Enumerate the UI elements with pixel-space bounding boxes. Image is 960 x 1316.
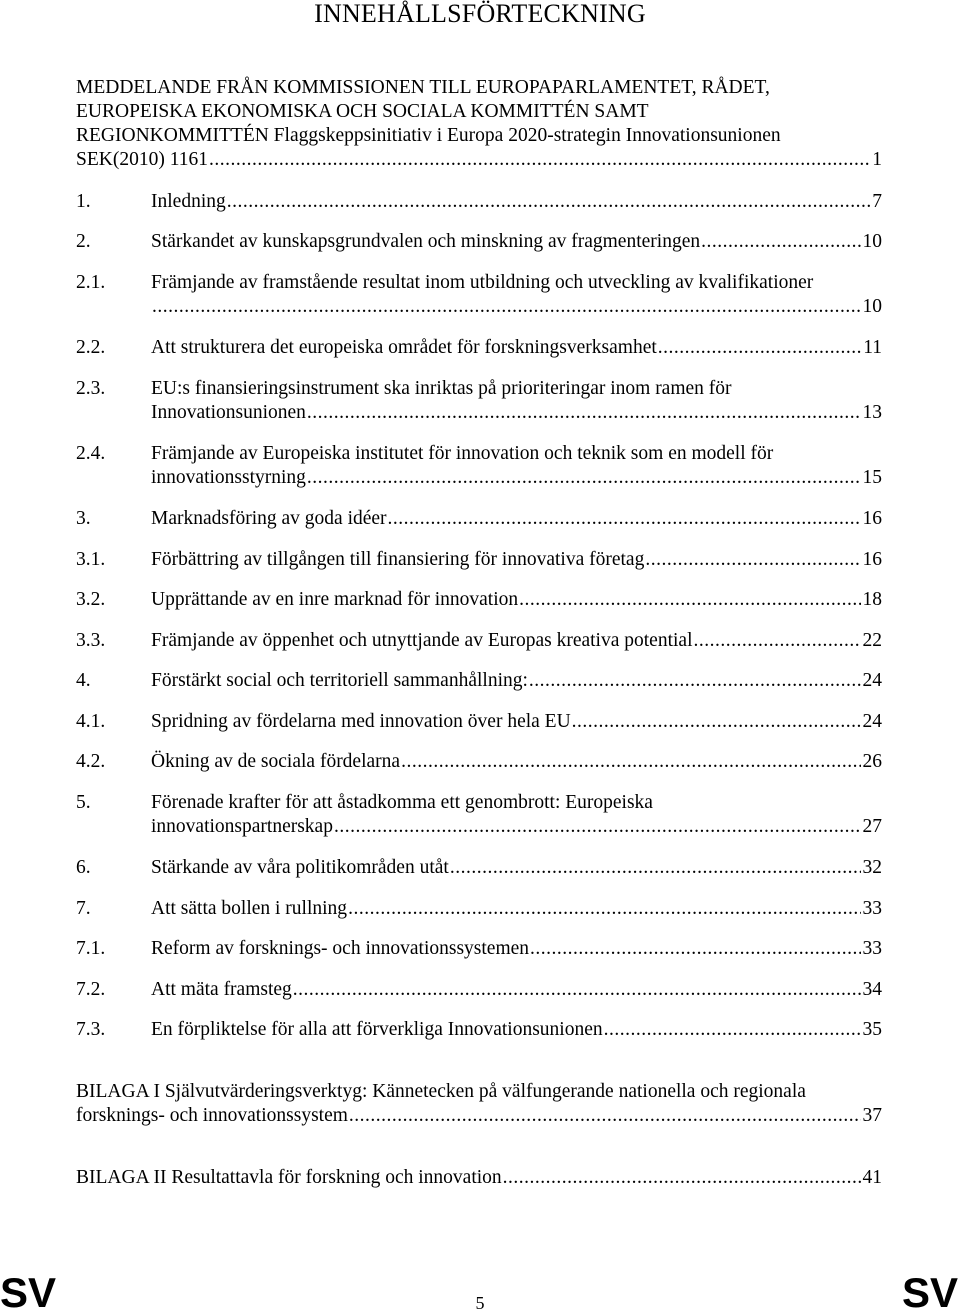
- toc-dot-leader: [227, 190, 871, 214]
- toc-entry-title-line: Främjande av Europeiska institutet för innovation och teknik som en modell för: [151, 443, 774, 464]
- toc-dot-leader: [529, 669, 861, 693]
- toc-entry[interactable]: [76, 336, 882, 360]
- toc-entry[interactable]: [76, 190, 882, 214]
- toc-entry-number: 7.: [76, 898, 91, 919]
- toc-entry-title: Innovationsunionen: [151, 402, 306, 423]
- toc-entry-number: 4.1.: [76, 711, 106, 732]
- toc-entry-page-number: 15: [862, 467, 882, 488]
- toc-entry-number: 7.1.: [76, 938, 106, 959]
- toc-entry-page-number: 7: [872, 191, 882, 212]
- toc-entry-number: 1.: [76, 191, 91, 212]
- toc-dot-leader: [604, 1018, 861, 1042]
- toc-entry-title: Reform av forsknings- och innovationssystemen: [151, 938, 530, 959]
- toc-entry-page-number: 27: [862, 816, 882, 837]
- toc-entry-page-number: 10: [862, 296, 882, 317]
- toc-entry-page-number: 37: [862, 1105, 882, 1126]
- toc-entry-number: 3.1.: [76, 549, 106, 570]
- toc-entry-annex[interactable]: [76, 1080, 882, 1128]
- toc-dot-leader: [334, 815, 861, 839]
- toc-entry-title: BILAGA II Resultattavla för forskning och innovation: [76, 1167, 502, 1188]
- toc-entry-title: Marknadsföring av goda idéer: [151, 508, 387, 529]
- toc-dot-leader: [530, 937, 860, 961]
- toc-entry-title: Stärkandet av kunskapsgrundvalen och minskning av fragmenteringen: [151, 231, 701, 252]
- toc-dot-leader: [349, 1104, 861, 1128]
- toc-entry-number: 7.3.: [76, 1019, 106, 1040]
- toc-entry[interactable]: [76, 856, 882, 880]
- toc-entry-title-line: REGIONKOMMITTÉN Flaggskeppsinitiativ i Europa 2020-strategin Innovationsunionen: [76, 125, 781, 146]
- toc-entry[interactable]: [76, 978, 882, 1002]
- toc-entry-title: Att sätta bollen i rullning: [151, 898, 348, 919]
- toc-entry-title: Ökning av de sociala fördelarna: [151, 751, 401, 772]
- toc-entry-number: 3.2.: [76, 589, 106, 610]
- toc-entry[interactable]: [76, 548, 882, 572]
- toc-entry-page-number: 10: [862, 231, 882, 252]
- toc-entry[interactable]: [76, 791, 882, 839]
- toc-entry[interactable]: [76, 230, 882, 254]
- toc-entry-page-number: 26: [862, 751, 882, 772]
- toc-entry-page-number: 33: [862, 938, 882, 959]
- toc-entry[interactable]: [76, 1018, 882, 1042]
- toc-entry-page-number: 35: [862, 1019, 882, 1040]
- toc-entry[interactable]: [76, 669, 882, 693]
- toc-entry[interactable]: [76, 710, 882, 734]
- toc-entry-number: 3.3.: [76, 630, 106, 651]
- toc-entry-number: 4.2.: [76, 751, 106, 772]
- toc-entry-page-number: 1: [872, 149, 882, 170]
- toc-entry-number: 2.3.: [76, 378, 106, 399]
- toc-dot-leader: [572, 710, 861, 734]
- toc-entry-page-number: 11: [863, 337, 882, 358]
- toc-entry-number: 2.4.: [76, 443, 106, 464]
- toc-entry[interactable]: [76, 937, 882, 961]
- toc-entry-title: Upprättande av en inre marknad för innovation: [151, 589, 519, 610]
- toc-entry-title: Främjande av öppenhet och utnyttjande av Europas kreativa potential: [151, 630, 693, 651]
- toc-entry-title-line: EUROPEISKA EKONOMISKA OCH SOCIALA KOMMITTÉN SAMT: [76, 101, 649, 122]
- toc-entry-number: 7.2.: [76, 979, 106, 1000]
- toc-dot-leader: [152, 295, 861, 319]
- toc-dot-leader: [658, 336, 861, 360]
- toc-dot-leader: [307, 466, 861, 490]
- toc-entry-page-number: 33: [862, 898, 882, 919]
- toc-entry-page-number: 13: [862, 402, 882, 423]
- toc-entry-intro[interactable]: [76, 76, 882, 172]
- toc-dot-leader: [450, 856, 861, 880]
- toc-entry-number: 3.: [76, 508, 91, 529]
- toc-entry-number: 2.1.: [76, 272, 106, 293]
- toc-entry-title-line: EU:s finansieringsinstrument ska inriktas på prioriteringar inom ramen för: [151, 378, 732, 399]
- page-title: INNEHÅLLSFÖRTECKNING: [314, 0, 646, 28]
- footer-language-left: SV: [0, 1269, 57, 1316]
- toc-entry-page-number: 34: [862, 979, 882, 1000]
- toc-entry-number: 4.: [76, 670, 91, 691]
- toc-entry[interactable]: [76, 442, 882, 490]
- toc-dot-leader: [519, 588, 860, 612]
- toc-entry[interactable]: [76, 507, 882, 531]
- toc-entry-title-line: Förenade krafter för att åstadkomma ett genombrott: Europeiska: [151, 792, 653, 813]
- toc-entry-title-line: MEDDELANDE FRÅN KOMMISSIONEN TILL EUROPAPARLAMENTET, RÅDET,: [76, 77, 770, 98]
- toc-entry-title-line: BILAGA I Självutvärderingsverktyg: Kännetecken på välfungerande nationella och regionala: [76, 1081, 806, 1102]
- toc-entry-page-number: 22: [862, 630, 882, 651]
- toc-entry-page-number: 41: [862, 1167, 882, 1188]
- toc-entry-number: 6.: [76, 857, 91, 878]
- toc-dot-leader: [293, 978, 861, 1002]
- toc-dot-leader: [401, 750, 860, 774]
- toc-entry-title: Att mäta framsteg: [151, 979, 292, 1000]
- toc-entry-title: En förpliktelse för alla att förverkliga Innovationsunionen: [151, 1019, 603, 1040]
- toc-entry-page-number: 18: [862, 589, 882, 610]
- toc-entry[interactable]: [76, 377, 882, 425]
- toc-entry-title: Spridning av fördelarna med innovation över hela EU: [151, 711, 571, 732]
- toc-entry-number: 5.: [76, 792, 91, 813]
- toc-entry-page-number: 24: [862, 670, 882, 691]
- toc-entry-title-line: Främjande av framstående resultat inom utbildning och utveckling av kvalifikationer: [151, 272, 814, 293]
- toc-dot-leader: [307, 401, 861, 425]
- toc-entry-title: Förstärkt social och territoriell sammanhållning:: [151, 670, 528, 691]
- toc-entry-annex[interactable]: [76, 1166, 882, 1190]
- toc-dot-leader: [694, 629, 861, 653]
- toc-dot-leader: [348, 897, 860, 921]
- footer-language-right: SV: [901, 1269, 958, 1316]
- toc-entry-title: Stärkande av våra politikområden utåt: [151, 857, 449, 878]
- toc-entry[interactable]: [76, 271, 882, 319]
- toc-dot-leader: [701, 230, 860, 254]
- toc-dot-leader: [503, 1166, 861, 1190]
- toc-entry-title: innovationspartnerskap: [151, 816, 333, 837]
- toc-entry-title: innovationsstyrning: [151, 467, 306, 488]
- toc-entry-page-number: 16: [862, 549, 882, 570]
- toc-entry-title: Att strukturera det europeiska området för forskningsverksamhet: [151, 337, 657, 358]
- toc-entry-page-number: 24: [862, 711, 882, 732]
- toc-entry[interactable]: [76, 629, 882, 653]
- toc-entry-title: Förbättring av tillgången till finansiering för innovativa företag: [151, 549, 645, 570]
- footer-page-number: 5: [475, 1293, 485, 1313]
- toc-entry-title: SEK(2010) 1161: [76, 149, 208, 170]
- toc-dot-leader: [388, 507, 861, 531]
- toc-entry-number: 2.: [76, 231, 91, 252]
- toc-entry-title: forsknings- och innovationssystem: [76, 1105, 348, 1126]
- toc-entry-page-number: 16: [862, 508, 882, 529]
- toc-entry[interactable]: [76, 750, 882, 774]
- toc-entry[interactable]: [76, 897, 882, 921]
- toc-entry-number: 2.2.: [76, 337, 106, 358]
- toc-dot-leader: [645, 548, 860, 572]
- toc-dot-leader: [209, 148, 870, 172]
- toc-entry[interactable]: [76, 588, 882, 612]
- toc-entry-title: Inledning: [151, 191, 226, 212]
- toc-entry-page-number: 32: [862, 857, 882, 878]
